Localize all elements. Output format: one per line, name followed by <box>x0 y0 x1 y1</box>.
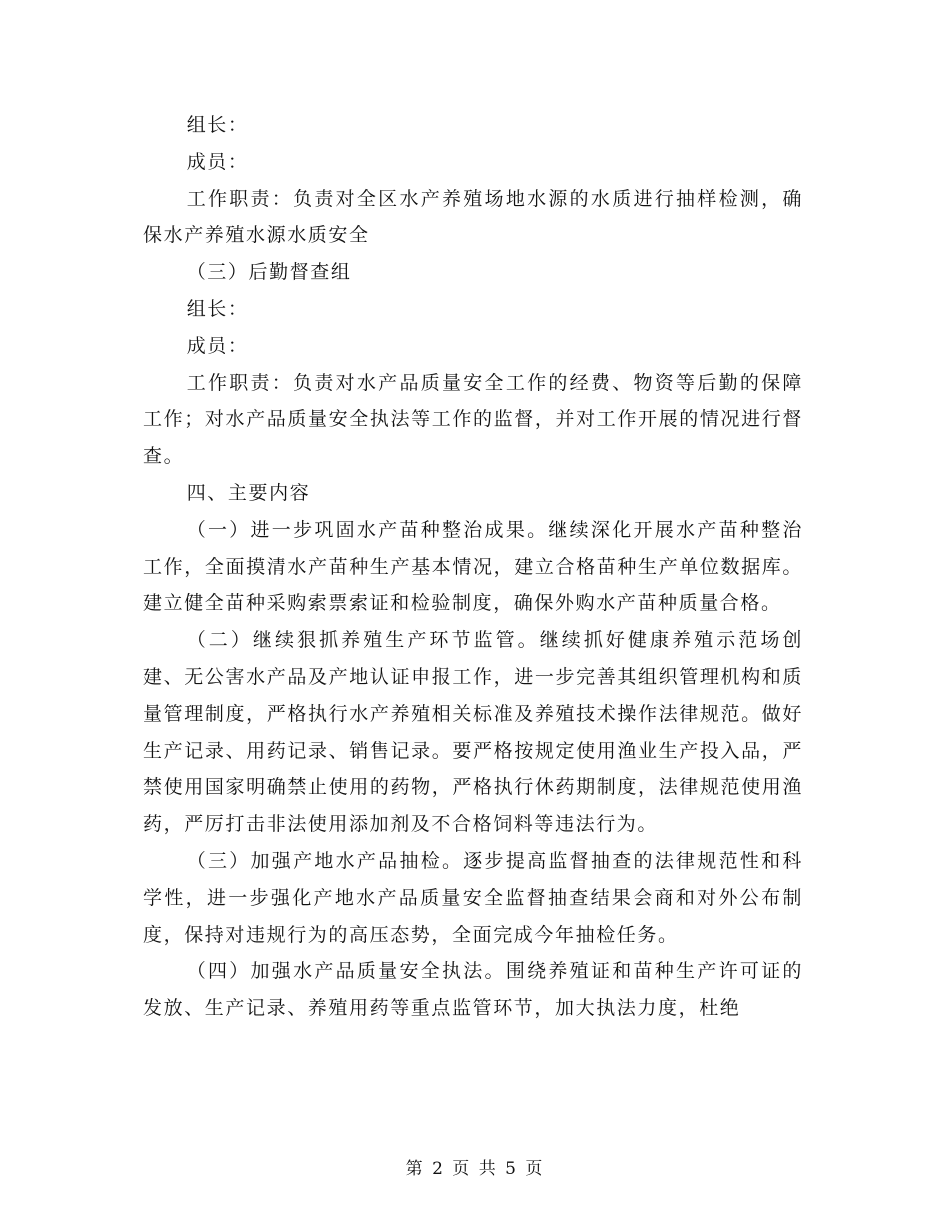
paragraph-leader-1: 组长： <box>186 114 249 136</box>
section-heading-logistics: （三）后勤督查组 <box>186 261 352 284</box>
paragraph-item-3: （三）加强产地水产品抽检。逐步提高监督抽查的法律规范性和科学性，进一步强化产地水产品质量安全监督抽查结果会商和对外公布制度，保持对违规行为的高压态势，全面完成今年抽检任务。 <box>143 849 803 946</box>
paragraph-members-2: 成员： <box>186 334 249 357</box>
section-heading-main-content: 四、主要内容 <box>186 481 311 504</box>
paragraph-leader-2: 组长： <box>186 297 249 320</box>
paragraph-item-2: （二）继续狠抓养殖生产环节监管。继续抓好健康养殖示范场创建、无公害水产品及产地认证申报工作，进一步完善其组织管理机构和质量管理制度，严格执行水产养殖相关标准及养殖技术操作法律规范。做好生产记录、用药记录、销售记录。要严格按规定使用渔业生产投入品，严禁使用国家明确禁止使用的药物，严格执行休药期制度，法律规范使用渔药，严厉打击非法使用添加剂及不合格饲料等违法行为。 <box>143 629 803 836</box>
page-number-footer: 第 2 页 共 5 页 <box>405 1159 545 1179</box>
document-body <box>143 107 803 1027</box>
paragraph-item-4: （四）加强水产品质量安全执法。围绕养殖证和苗种生产许可证的发放、生产记录、养殖用药等重点监管环节，加大执法力度，杜绝 <box>143 960 803 1020</box>
paragraph-duties-1: 工作职责：负责对全区水产养殖场地水源的水质进行抽样检测，确保水产养殖水源水质安全 <box>143 187 803 247</box>
paragraph-item-1: （一）进一步巩固水产苗种整治成果。继续深化开展水产苗种整治工作，全面摸清水产苗种生产基本情况，建立合格苗种生产单位数据库。建立健全苗种采购索票索证和检验制度，确保外购水产苗种质量合格。 <box>143 518 803 615</box>
paragraph-members-1: 成员： <box>186 150 249 173</box>
paragraph-duties-2: 工作职责：负责对水产品质量安全工作的经费、物资等后勤的保障工作；对水产品质量安全执法等工作的监督，并对工作开展的情况进行督查。 <box>143 371 803 468</box>
